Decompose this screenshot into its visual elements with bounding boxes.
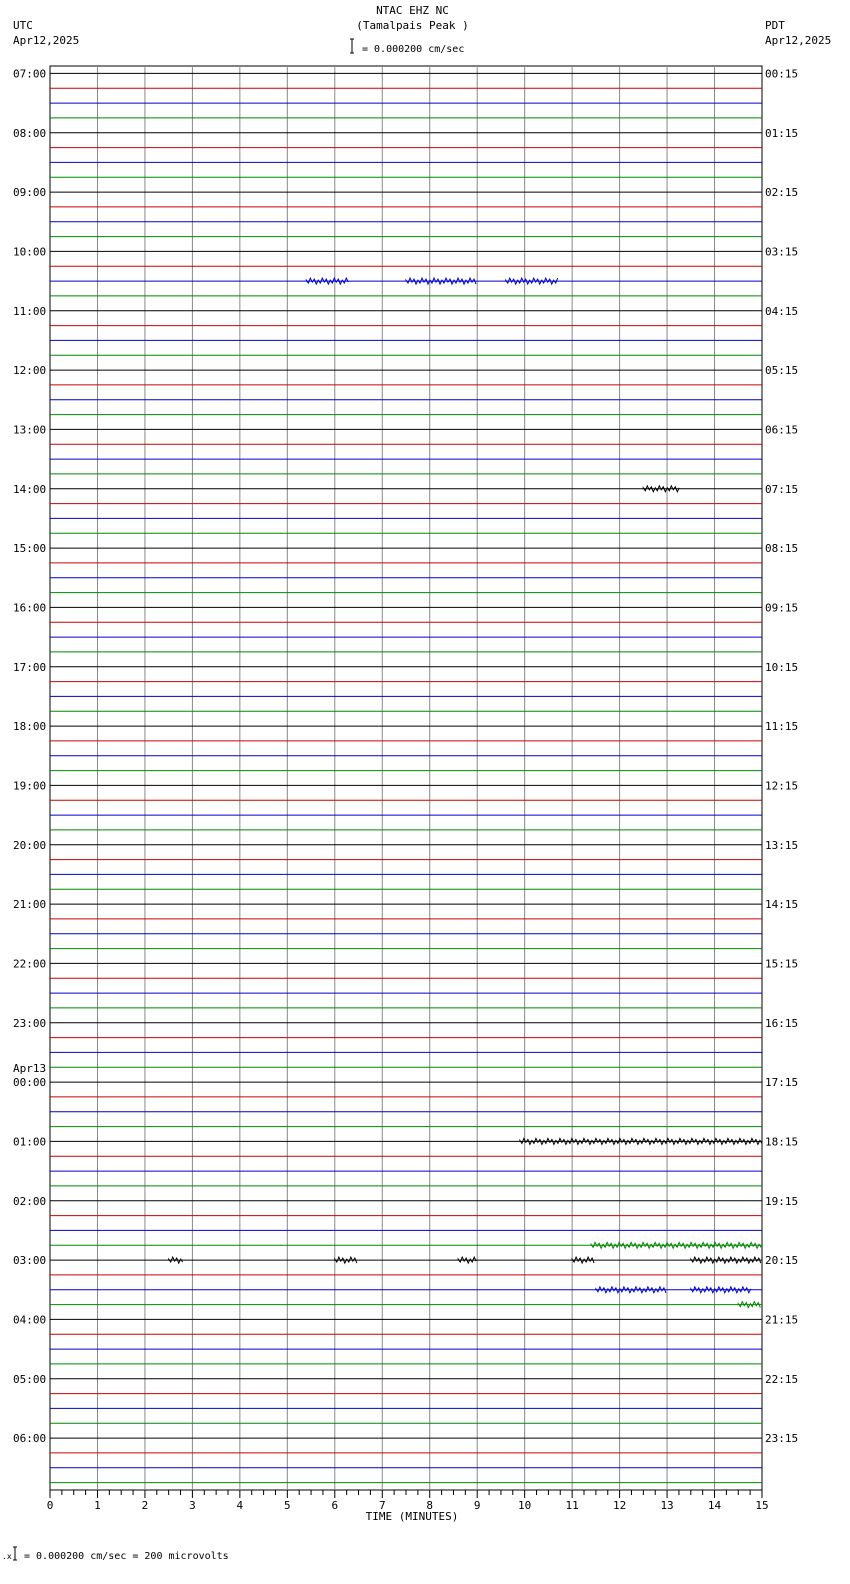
x-tick-label: 5 — [284, 1499, 291, 1512]
utc-hour-label: 20:00 — [13, 838, 47, 852]
pdt-hour-label: 11:15 — [765, 720, 799, 734]
pdt-hour-label: 10:15 — [765, 660, 799, 674]
pdt-hour-label: 06:15 — [765, 423, 799, 437]
x-tick-label: 1 — [94, 1499, 101, 1512]
x-tick-label: 2 — [141, 1499, 149, 1512]
x-tick-label: 3 — [189, 1499, 196, 1512]
pdt-hour-label: 13:15 — [765, 838, 799, 852]
utc-hour-label: 13:00 — [13, 423, 47, 437]
utc-hour-label: 23:00 — [13, 1016, 47, 1030]
pdt-hour-label: 16:15 — [765, 1016, 799, 1030]
pdt-hour-label: 03:15 — [765, 245, 799, 259]
x-tick-label: 10 — [518, 1499, 532, 1512]
x-tick-label: 15 — [755, 1499, 769, 1512]
utc-date-change-label: Apr13 — [13, 1062, 47, 1076]
pdt-hour-label: 14:15 — [765, 898, 799, 912]
seismic-event — [335, 1257, 357, 1263]
svg-text:.x: .x — [2, 1552, 12, 1561]
pdt-hour-label: 17:15 — [765, 1076, 799, 1090]
utc-hour-label: 14:00 — [13, 482, 47, 496]
pdt-hour-label: 05:15 — [765, 364, 799, 378]
pdt-hour-label: 07:15 — [765, 482, 799, 496]
x-tick-label: 13 — [660, 1499, 674, 1512]
site-name: (Tamalpais Peak ) — [356, 19, 469, 32]
pdt-date-label: Apr12,2025 — [765, 34, 832, 47]
pdt-hour-label: 12:15 — [765, 779, 799, 793]
x-tick-label: 12 — [612, 1499, 627, 1512]
x-tick-label: 6 — [331, 1499, 339, 1512]
pdt-hour-label: 15:15 — [765, 957, 799, 971]
utc-hour-label: 16:00 — [13, 601, 47, 615]
seismic-event — [643, 486, 679, 492]
utc-hour-label: 18:00 — [13, 720, 47, 734]
utc-hour-label: 05:00 — [13, 1372, 47, 1386]
x-tick-label: 0 — [46, 1499, 54, 1512]
x-tick-label: 9 — [473, 1499, 481, 1512]
pdt-zone-label: PDT — [765, 19, 785, 32]
seismic-event — [458, 1257, 476, 1263]
utc-zone-label: UTC — [13, 19, 33, 32]
utc-hour-label: 02:00 — [13, 1194, 47, 1208]
x-tick-label: 7 — [378, 1499, 386, 1512]
utc-hour-label: 01:00 — [13, 1135, 47, 1149]
seismic-event — [738, 1302, 760, 1308]
utc-hour-label: 04:00 — [13, 1313, 47, 1327]
utc-hour-label: 19:00 — [13, 779, 47, 793]
utc-hour-label: 03:00 — [13, 1254, 47, 1268]
header-scale-bar-icon — [350, 39, 354, 53]
utc-hour-label: 08:00 — [13, 126, 47, 140]
utc-hour-label: 06:00 — [13, 1432, 47, 1446]
utc-date-label: Apr12,2025 — [13, 34, 80, 47]
utc-hour-label: 21:00 — [13, 898, 47, 912]
footer-scale-bar-icon — [2, 1547, 17, 1561]
utc-hour-label: 17:00 — [13, 660, 47, 674]
x-tick-label: 11 — [565, 1499, 579, 1512]
pdt-hour-label: 19:15 — [765, 1194, 799, 1208]
utc-hour-label: 09:00 — [13, 186, 47, 200]
seismic-event — [691, 1287, 751, 1293]
x-tick-label: 14 — [707, 1499, 722, 1512]
pdt-hour-label: 18:15 — [765, 1135, 799, 1149]
pdt-hour-label: 08:15 — [765, 542, 799, 556]
pdt-hour-label: 21:15 — [765, 1313, 799, 1327]
pdt-hour-label: 09:15 — [765, 601, 799, 615]
pdt-hour-label: 04:15 — [765, 304, 799, 318]
pdt-hour-label: 02:15 — [765, 186, 799, 200]
pdt-hour-label: 22:15 — [765, 1372, 799, 1386]
utc-hour-label: 15:00 — [13, 542, 47, 556]
pdt-hour-label: 23:15 — [765, 1432, 799, 1446]
utc-hour-label: 12:00 — [13, 364, 47, 378]
seismic-event — [306, 278, 348, 284]
station-title: NTAC EHZ NC — [376, 4, 449, 17]
utc-hour-label: 00:00 — [13, 1076, 47, 1090]
x-axis-label: TIME (MINUTES) — [365, 1510, 459, 1523]
x-tick-label: 8 — [426, 1499, 434, 1512]
utc-hour-label: 11:00 — [13, 304, 47, 318]
scale-label: = 0.000200 cm/sec — [362, 44, 465, 55]
utc-hour-label: 07:00 — [13, 67, 47, 81]
pdt-hour-label: 20:15 — [765, 1254, 799, 1268]
seismic-event — [572, 1257, 594, 1263]
pdt-hour-label: 00:15 — [765, 67, 799, 81]
pdt-hour-label: 01:15 — [765, 126, 799, 140]
utc-hour-label: 10:00 — [13, 245, 47, 259]
utc-hour-label: 22:00 — [13, 957, 47, 971]
x-tick-label: 4 — [236, 1499, 244, 1512]
footer-scale-label: = 0.000200 cm/sec = 200 microvolts — [24, 1551, 229, 1562]
